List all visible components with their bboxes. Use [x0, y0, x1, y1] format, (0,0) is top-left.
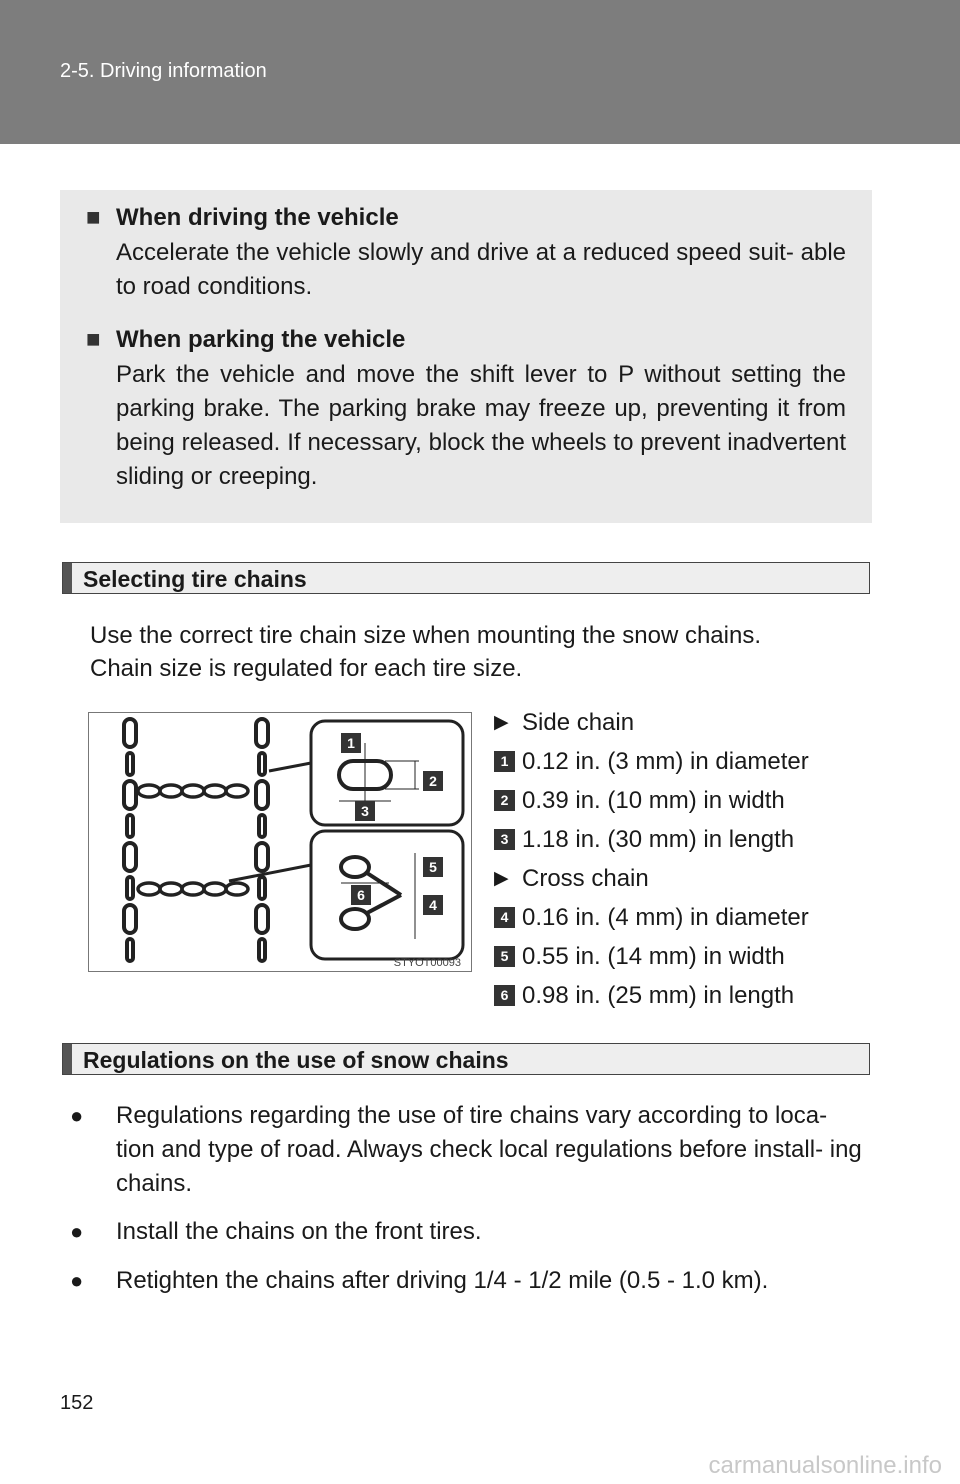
- watermark: carmanualsonline.info: [708, 1452, 942, 1479]
- callout-3: 3: [361, 803, 369, 819]
- section-heading-regulations: Regulations on the use of snow chains: [62, 1043, 870, 1075]
- callout-4: 4: [429, 897, 437, 913]
- square-bullet-icon: ■: [86, 326, 101, 353]
- number-badge: 3: [494, 829, 515, 850]
- section-heading-tire-chains: Selecting tire chains: [62, 562, 870, 594]
- bullet-dot-icon: ●: [70, 1103, 84, 1128]
- bullet-dot-icon: ●: [70, 1268, 84, 1293]
- spec-item: 2 0.39 in. (10 mm) in width: [494, 781, 894, 820]
- list-item: ● Install the chains on the front tires.: [70, 1215, 870, 1249]
- list-item: ● Regulations regarding the use of tire chains vary according to loca- tion and type of road. Always check local regulations before install- ing chains.: [70, 1099, 870, 1201]
- number-badge: 5: [494, 946, 515, 967]
- spec-item: 5 0.55 in. (14 mm) in width: [494, 937, 894, 976]
- chain-spec-list: [494, 703, 894, 1015]
- square-bullet-icon: ■: [86, 204, 101, 231]
- note-driving: [86, 204, 846, 304]
- number-badge: 6: [494, 985, 515, 1006]
- list-item: ● Retighten the chains after driving 1/4 - 1/2 mile (0.5 - 1.0 km).: [70, 1264, 870, 1298]
- page-header: [0, 0, 960, 144]
- callout-1: 1: [347, 735, 355, 751]
- spec-item: 3 1.18 in. (30 mm) in length: [494, 820, 894, 859]
- page-number: 152: [60, 1392, 94, 1414]
- callout-5: 5: [429, 859, 437, 875]
- tire-chain-illustration: [88, 712, 472, 972]
- number-badge: 2: [494, 790, 515, 811]
- triangle-right-icon: ▶: [494, 712, 509, 733]
- chain-diagram-svg: [89, 713, 471, 971]
- spec-item: 6 0.98 in. (25 mm) in length: [494, 976, 894, 1015]
- note-body: Accelerate the vehicle slowly and drive at a reduced speed suit- able to road conditions.: [116, 239, 846, 300]
- spec-group-cross: ▶ Cross chain: [494, 864, 649, 892]
- triangle-right-icon: ▶: [494, 868, 509, 889]
- note-title: When parking the vehicle: [116, 326, 406, 353]
- figure-code: STYOT00093: [393, 957, 461, 969]
- note-title: When driving the vehicle: [116, 204, 399, 231]
- note-parking: [86, 326, 846, 494]
- callout-2: 2: [429, 773, 437, 789]
- bullet-dot-icon: ●: [70, 1219, 84, 1244]
- spec-item: 4 0.16 in. (4 mm) in diameter: [494, 898, 894, 937]
- section-breadcrumb: 2-5. Driving information: [60, 60, 267, 82]
- note-body: Park the vehicle and move the shift lever to P without setting the parking brake. The parking brake may freeze up, preventing it from being released. If necessary, block the wheels to prevent inadvertent sliding or creeping.: [116, 361, 846, 490]
- callout-6: 6: [357, 887, 365, 903]
- spec-item: 1 0.12 in. (3 mm) in diameter: [494, 742, 894, 781]
- number-badge: 4: [494, 907, 515, 928]
- number-badge: 1: [494, 751, 515, 772]
- note-box: [60, 190, 872, 523]
- spec-group-side: ▶ Side chain: [494, 708, 635, 736]
- paragraph: Chain size is regulated for each tire size.: [90, 655, 523, 682]
- paragraph: Use the correct tire chain size when mounting the snow chains.: [90, 622, 762, 649]
